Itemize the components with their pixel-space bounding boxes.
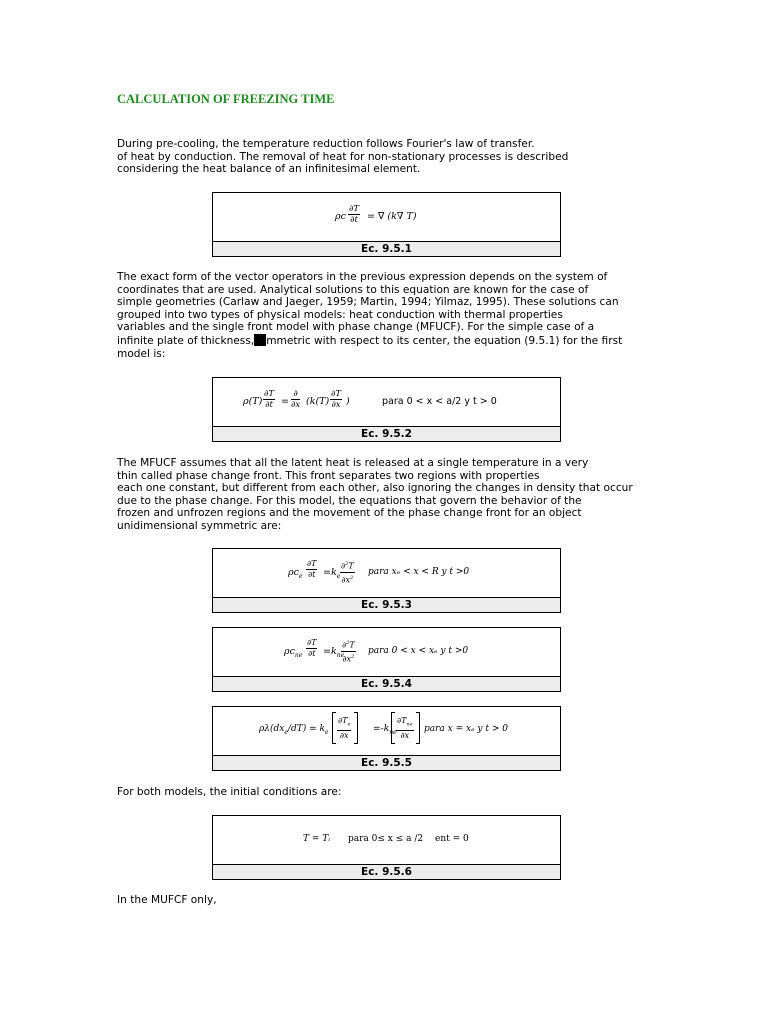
equation-condition: para xₑ < x < R y t >0 bbox=[368, 567, 470, 577]
equation-body: $\rho\lambda(dx_e/dT) = k_e$ $\frac{\partial T_e}{\partial x}$ $=-k_{ne}$ $\partial T_{ne}$ ∂x para x = xₑ y t > 0 bbox=[213, 707, 560, 756]
equation-condition: para 0≤ x ≤ a /2 bbox=[348, 834, 424, 844]
text-fragment: infinite plate of thickness, bbox=[117, 334, 255, 347]
equation-caption: Ec. 9.5.4 bbox=[213, 677, 560, 691]
text-line: model is: bbox=[117, 347, 166, 360]
equation-condition: para 0 < x < a/2 y t > 0 bbox=[382, 396, 497, 407]
equation-body: $\rho c_{ne}$ $\frac{\partial T}{\partial t}$ $=k_{ne}$ $\frac{\partial^2T}{\partial x^2}$ para 0 < x < xₑ y t >0 bbox=[213, 628, 560, 677]
page-title: CALCULATION OF FREEZING TIME bbox=[117, 92, 335, 106]
equation-body: ρ(T) $\frac{\partial T}{\partial t}$ = ∂ ∂x (k(T) $\frac{\partial T}{\partial x}$ ) para 0 < x < a/2 y t > 0 bbox=[213, 378, 560, 427]
equation-body: $\rho c_e$ $\frac{\partial T}{\partial t}$ $=k_e$ $\frac{\partial^2T}{\partial x^2}$ para xₑ < x < R y t >0 bbox=[213, 549, 560, 598]
text-line: considering the heat balance of an infinitesimal element. bbox=[117, 163, 421, 176]
text-line: simple geometries (Carlaw and Jaeger, 1959; Martin, 1994; Yilmaz, 1995). These solutions can bbox=[117, 296, 619, 309]
text-line: each one constant, but different from each other, also ignoring the changes in density that occur bbox=[117, 482, 633, 495]
equation-caption: Ec. 9.5.2 bbox=[213, 427, 560, 441]
text-line: For both models, the initial conditions are: bbox=[117, 786, 342, 798]
equation-box-9-5-3 bbox=[212, 548, 561, 613]
equation-box-9-5-6 bbox=[212, 815, 561, 880]
equation-condition: para 0 < x < xₑ y t >0 bbox=[368, 646, 469, 656]
equation-caption: Ec. 9.5.1 bbox=[213, 242, 560, 256]
mfucf-paragraph bbox=[117, 457, 647, 533]
equation-condition-time: ent = 0 bbox=[435, 834, 469, 844]
text-line: In the MUFCF only, bbox=[117, 894, 217, 906]
initial-conditions-paragraph bbox=[117, 786, 647, 799]
text-line bbox=[117, 334, 647, 348]
text-fragment: mmetric with respect to its center, the equation (9.5.1) for the first bbox=[266, 334, 623, 347]
equation-body bbox=[213, 816, 560, 865]
equation-box-9-5-5 bbox=[212, 706, 561, 771]
intro-paragraph bbox=[117, 138, 647, 176]
equation-box-9-5-2 bbox=[212, 377, 561, 442]
mufcf-paragraph bbox=[117, 894, 647, 907]
equation-body: ρc $\frac{\partial T}{\partial t}$ = ∇ (k∇ T) bbox=[213, 193, 560, 242]
text-line: grouped into two types of physical models: heat conduction with thermal properties bbox=[117, 308, 563, 321]
equation-condition: para x = xₑ y t > 0 bbox=[424, 724, 508, 734]
equation-box-9-5-4 bbox=[212, 627, 561, 692]
text-line: unidimensional symmetric are: bbox=[117, 519, 282, 532]
text-line: due to the phase change. For this model, the equations that govern the behavior of the bbox=[117, 494, 582, 507]
text-line: frozen and unfrozen regions and the movement of the phase change front for an object bbox=[117, 507, 582, 520]
redaction-box bbox=[254, 334, 266, 346]
text-line: of heat by conduction. The removal of heat for non-stationary processes is described bbox=[117, 150, 569, 163]
models-paragraph bbox=[117, 271, 647, 360]
text-line: The MFUCF assumes that all the latent heat is released at a single temperature in a very bbox=[117, 457, 589, 469]
text-line: The exact form of the vector operators in the previous expression depends on the system of bbox=[117, 271, 608, 283]
equation-caption: Ec. 9.5.3 bbox=[213, 598, 560, 612]
equation-lhs: T = Tᵢ bbox=[303, 834, 331, 844]
equation-caption: Ec. 9.5.5 bbox=[213, 756, 560, 770]
equation-caption: Ec. 9.5.6 bbox=[213, 865, 560, 879]
text-line: During pre-cooling, the temperature reduction follows Fourier's law of transfer. bbox=[117, 138, 535, 150]
text-line: thin called phase change front. This front separates two regions with properties bbox=[117, 469, 540, 482]
equation-box-9-5-1 bbox=[212, 192, 561, 257]
text-line: coordinates that are used. Analytical solutions to this equation are known for the case of bbox=[117, 283, 589, 296]
text-line: variables and the single front model with phase change (MFUCF). For the simple case of a bbox=[117, 321, 595, 334]
